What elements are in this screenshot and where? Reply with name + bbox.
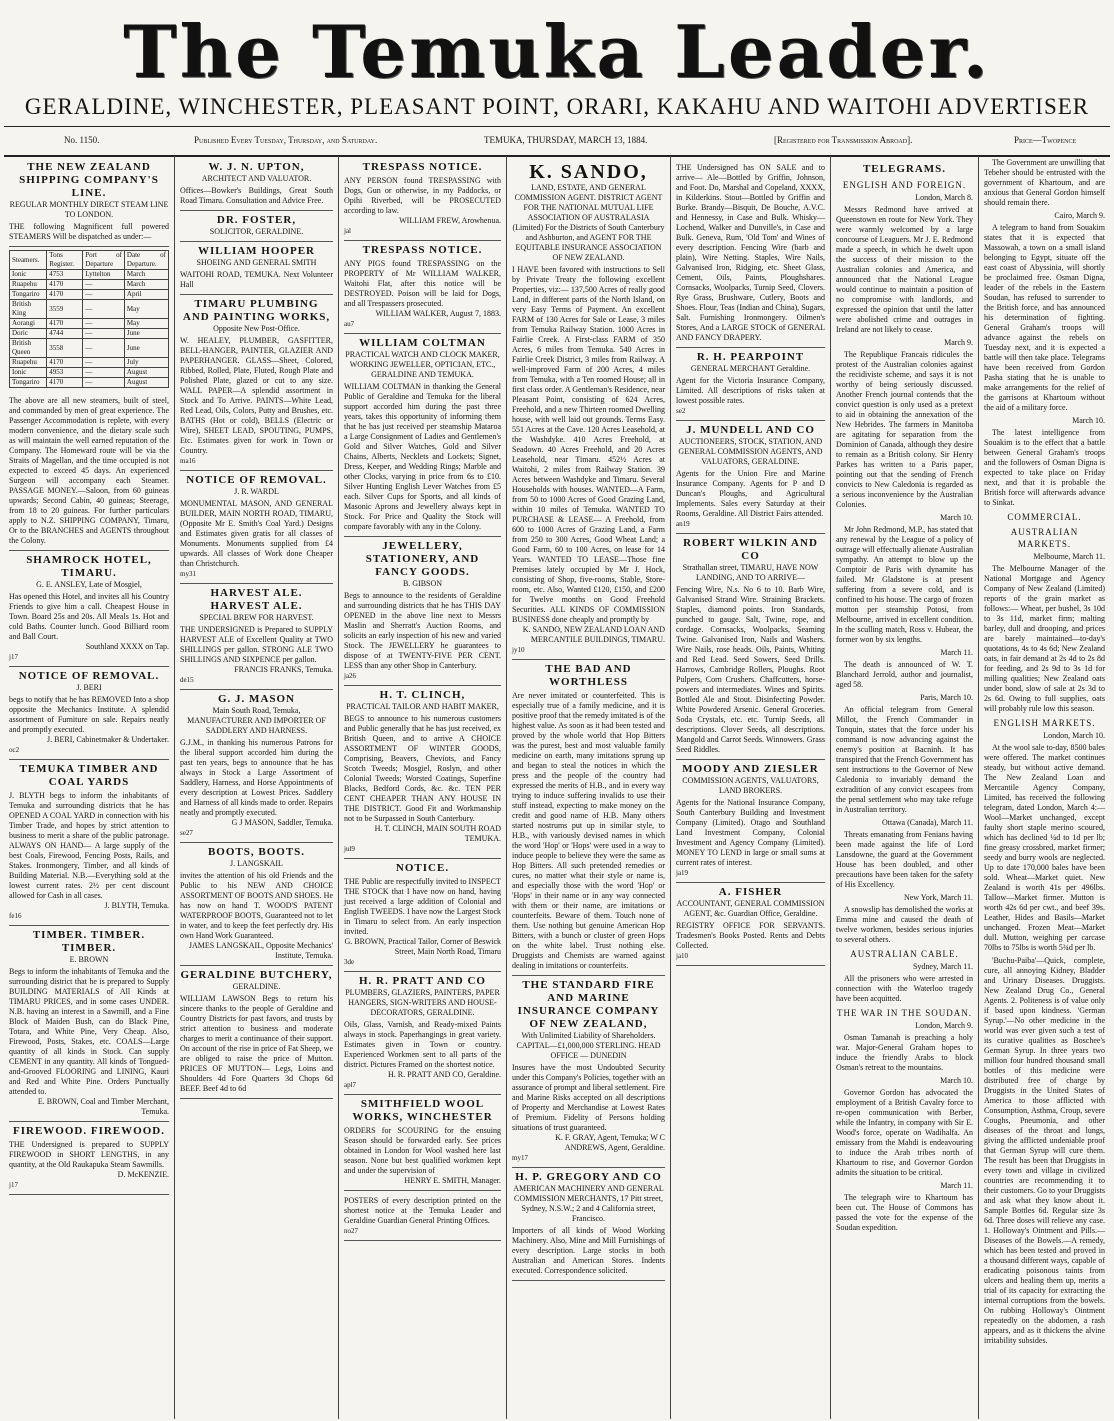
table-cell: June — [124, 329, 168, 339]
ad-heading: WILLIAM HOOPER — [198, 245, 315, 257]
ad-heading: R. H. PEARPOINT — [696, 351, 805, 363]
ad-code: ja19 — [676, 869, 689, 877]
table-row — [10, 358, 169, 368]
table-cell: May — [124, 300, 168, 319]
dateline-place: Melbourne, March 11. — [1033, 552, 1105, 561]
subsection-heading: AUSTRALIAN MARKETS. — [1010, 527, 1079, 549]
ad-code: apl7 — [344, 1081, 357, 1089]
table-cell: Tongariro — [10, 378, 47, 388]
table-row — [10, 329, 169, 339]
ad-body: WILLIAM LAWSON Begs to return his sincere thanks to the people of Geraldine and Country Districts for past favors, and trusts by strict attention to business and moderate charges to merit a continuance of their support. On account of the rise in price of Fat Sheep, we are obliged to raise the price of Mutton. PRICES OF MUTTON— Legs, Loins and Shoulders 4d Fore Quarters 3d Chops 6d BEEF. Beef 4d to 6d — [180, 994, 333, 1093]
advertisement — [180, 584, 333, 690]
ad-signature: WILLIAM WALKER, August 7, 1883. — [375, 309, 501, 318]
table-row — [10, 339, 169, 358]
ad-body: Are never imitated or counterfeited. This is especially true of a family medicine, and it is positive proof that the remedy imitated is of the highest value. As soon as it had been tested and proved by the whole world that Hop Bitters was the purest, best and most valuable family medicine on earth, many imitations sprung up and began to steal the notices in which the press and the people of the country had expressed the merits of H.B., and in every way trying to induce suffering invalids to use their stuff instead, expecting to make money on the credit and good name of H.B. Many others started nostrums put up in similar style, to H.B., with variously devised names in which the word 'Hop' or 'Hops' were used in a way to induce people to believe they were the same as Hop Bitters. All such pretended remedies or cures, no matter what their style or name is, and especially those with the word 'Hop' or 'Hops' in their name or in any way connected with them or their name, are imitations or counterfeits. Beware of them. Touch none of them. Use nothing but genuine American Hop Bitters, with a bunch or cluster of green Hops on the white label. Trust nothing else. Druggists and Chemists are warned against dealing in imitations or counterfeits. — [512, 691, 665, 970]
news-paragraph: An official telegram from General Millot, the French Commander in Tonquin, states that the force under his command is now advancing against the enemy's position at Bacninh. It has transpired that the French Government has sent instructions to the Governor of New Caledonia to invariably demand the extradition of any convict escapees from the penal settlement who may take refuge in Australian territory. — [836, 705, 973, 814]
section-heading: THE WAR IN THE SOUDAN. — [837, 1008, 972, 1018]
ad-body: Begs to announce to the residents of Geraldine and surrounding districts that he has THIS DAY OPENED in the above line next to Messrs Maslin and Sherratt's Auction Rooms, and solicits an early inspection of his new and varied Stock. The JEWELLERY he guarantees to dispose of at TWENTY-FIVE PER CENT. LESS than any other Shop in Canterbury. — [344, 591, 501, 670]
ad-body: Has opened this Hotel, and invites all his Country Friends to give him a call. Cheapest House in Town. Board 25s and 20s. All Meals 1s. Hot and cold Baths. Counter lunch. Good Billiard room and Ball Court. — [9, 592, 169, 641]
table-cell: — — [83, 280, 125, 290]
table-cell: Lyttelton — [83, 270, 125, 280]
table-cell: British King — [10, 300, 47, 319]
ad-subheading: J. BERI — [76, 683, 102, 692]
masthead — [0, 10, 1114, 94]
table-cell: March — [124, 280, 168, 290]
table-cell: — — [83, 329, 125, 339]
table-cell: — — [83, 378, 125, 388]
advertisement — [180, 843, 333, 966]
table-cell: March — [124, 270, 168, 280]
ad-subheading: J. LANGSKAIL — [230, 859, 283, 868]
ad-code: oc2 — [9, 746, 20, 754]
dateline-place: New York, March 11. — [903, 893, 973, 902]
advertisement — [344, 241, 501, 334]
ad-body: Insures have the most Undoubted Security under this Company's Policies, together with an assurance of prompt and liberal settlement. Fire and Marine Risks accepted on all descriptions of Property and Merchandise at Lowest Rates of Premium. Fidelity of Persons holding situations of trust guaranteed. — [512, 1063, 665, 1132]
table-header-row — [10, 251, 169, 270]
ad-body: WAITOHI ROAD, TEMUKA. Next Volunteer Hall — [180, 270, 333, 289]
ad-body: BEGS to announce to his numerous customers and Public generally that he has just received, ex British Queen, and to arrive A CHOICE ASSORTMENT OF WINTER GOODS, Comprising, Beavers, Cheviots, and Fancy Scotch Tweeds; Mosgiel, Roslyn, and other Colonial Tweeds; Worsted Coatings, Superfine Blacks, Bedford Cords, &c. &c. TEN PER CENT CHEAPER THAN ANY HOUSE IN THE DISTRICT. Good Fit and Workmanship not to be Surpassed in South Canterbury. — [344, 714, 501, 823]
ad-heading: THE NEW ZEALAND SHIPPING COMPANY'S LINE. — [19, 161, 159, 199]
ad-code: de15 — [180, 676, 194, 684]
advertisement — [344, 537, 501, 686]
table-cell: — — [83, 339, 125, 358]
ad-subheading: J. R. WARDL — [234, 487, 279, 496]
news-paragraph: The telegraph wire to Khartoum has been cut. The House of Commons has passed the vote for the expense of the Soudan expedition. — [836, 1193, 973, 1232]
ad-heading: H. R. PRATT AND CO — [359, 975, 486, 987]
ad-body: ANY PERSON found TRESPASSING with Dogs, Gun or otherwise, in my Paddocks, or Opihi Riverbed, will be PROSECUTED according to law. — [344, 176, 501, 215]
ad-body: THE Public are respectfully invited to INSPECT THE STOCK that I have now on hand, having just received a large addition of Colonial and English TWEEDS. I have now the Largest Stock in Timaru to select from. An early inspection invited. — [344, 877, 501, 936]
advertisement — [344, 1095, 501, 1191]
advertisement — [344, 1191, 501, 1241]
column-6 — [830, 156, 978, 1419]
news-paragraph: At the wool sale to-day, 8500 bales were offered. The market continues steady, but without active demand. The New Zealand Loan and Mercantile Agency Company, Limited, has received the following telegram, dated London, March 4:— Wool—Market unchanged, except faulty short staple merino scoured, which has declined ¼d to 1d per lb; fine greasy crossbred, market firmer; seedy and burry wools are neglected. Up to date 170,000 bales have been sold. Wheat—Market quiet. New Zealand is worth 41s per 496lbs. Tallow—Market firmer. Mutton is worth 42s 6d per cwt., and beef 39s. Leather, Hides and Basils—Market unchanged. Frozen Meat—Market dull. Mutton, weighing per carcase 70lbs to 75lbs is worth 5¾d per lb. — [984, 743, 1105, 952]
advertisement — [676, 760, 825, 883]
ad-subheading: PRACTICAL WATCH AND CLOCK MAKER, WORKING JEWELLER, OPTICIAN, ETC., GERALDINE AND TEMUKA. — [345, 350, 500, 379]
ad-heading: NOTICE OF REMOVAL. — [18, 670, 160, 682]
ad-heading: DR. FOSTER, — [216, 214, 297, 226]
ad-body: Oils, Glass, Varnish, and Ready-mixed Paints always in stock. Paperhangings in great variety. Estimates given in Town or country. Experienced Workmen sent to all parts of the district. Pictures Framed on the shortest notice. — [344, 1020, 501, 1069]
ad-signature: K. F. GRAY, Agent, Temuka; W C ANDREWS, Agent, Geraldine. — [555, 1133, 665, 1152]
ad-code: 3de — [344, 958, 355, 966]
ad-body: POSTERS of every description printed on the shortest notice at the Temuka Leader and Geraldine Guardian General Printing Offices. — [344, 1196, 501, 1225]
ad-heading: K. SANDO, — [529, 161, 648, 183]
ad-heading: THE BAD AND WORTHLESS — [545, 663, 632, 688]
ad-body: Fencing Wire, N.s. No 6 to 10. Barb Wire, Galvanised Strand Wire. Straining Brackets. Staples, diamond points. Iron Standards, punched to gauge. Salt, Twine, rope, and cordage. Cornsacks, Woolpacks, Seaming Twine. Galvanised Iron, Nails and Washers. Wire Nails, rose heads. Oils, Paints, Whiting and Red Lead. Seed Sowers, Seed Drills. Harrows, Cambridge Rollers, Ploughs. Root Pulpers, Corn Crushers. Chaffcutters, horse-powers and intermediates. Wines and Spirits. Bottled Ale and Stout. Disinfecting Powder. White Powdered Arsenic. General Groceries. Soda Crystals, etc. etc. Turnip Seeds, all descriptions. Clover Seeds, all descriptions. Mangold and Carrot Seeds. Winnowers. Grass Seed Riddles. — [676, 585, 825, 754]
ad-subheading: GENERAL MERCHANT Geraldine. — [690, 364, 811, 373]
news-paragraph: Governor Gordon has advocated the employment of a British Cavalry force to re-open communication with Berber, while the Infantry, in company with Sir E. Wood's force, operate on Wadihalfa. An emissary from the Mahdi is endeavouring to induce the Arab tribes north of Khartoum to rise, and Governor Gordon admits the situation to be critical. — [836, 1088, 973, 1177]
table-row — [10, 368, 169, 378]
publication-schedule: Published Every Tuesday, Thursday, and Saturday. — [194, 135, 378, 145]
table-cell: Ionic — [10, 368, 47, 378]
column-4 — [506, 156, 670, 1419]
table-cell: 4170 — [47, 378, 83, 388]
ad-signature: H. R. PRATT AND CO, Geraldine. — [388, 1070, 501, 1079]
ad-heading: W. J. N. UPTON, — [208, 161, 305, 173]
ad-body: THE Undersigned has ON SALE and to arrive— Ale—Bottled by Griffin, Johnson, and Foot. Do, Marshal and Copeland, XXXX, in Kilderkins. Stout—Bottled by Griffin and Burke. Brandy—Bisquit, De Bouche, A.V.C. and Hennessy, in Case and Bulk. Whisky—Lochend, Walker and Dunville's, in Case and Bulk. Geneva, Rum, 'Old Tom' and Wines of every description. Fencing Wire (barb and plain), Wire Netting. Staples, Wire Nails, Galvanised Iron, Ridging, etc. Sheet Glass, Cement, Oils, Paints, Ploughshares. Cornsacks, Woolpacks, Turnip Seed, Clovers. Rye Grass, Brushware, Cutlery, Boots and Shoes. Flour, Teas (Indian and China), Sugars, Salt. Furnishing Ironmongery. Oilmen's Stores, And a LARGE STOCK of GENERAL AND FANCY DRAPERY. — [676, 163, 825, 342]
ad-subheading: SOLICITOR, GERALDINE. — [209, 227, 304, 236]
ad-subheading: G. E. ANSLEY, Late of Mosgiel, — [36, 580, 142, 589]
ad-signature: G J MASON, Saddler, Temuka. — [231, 818, 333, 827]
advertisement — [676, 421, 825, 534]
table-cell: Ruapehu — [10, 358, 47, 368]
table-cell: August — [124, 378, 168, 388]
table-row — [10, 280, 169, 290]
ad-signature: D. McKENZIE. — [117, 1170, 169, 1179]
ad-heading: H. P. GREGORY AND CO — [515, 1171, 662, 1183]
ad-heading: FIREWOOD. FIREWOOD. — [13, 1125, 165, 1137]
advertisement — [180, 242, 333, 295]
advertisement — [9, 926, 169, 1122]
ad-code: my17 — [512, 1154, 528, 1162]
issue-number: No. 1150. — [64, 135, 100, 145]
table-cell: August — [124, 368, 168, 378]
dateline-place: March 10. — [940, 1076, 973, 1085]
news-column — [836, 162, 973, 1233]
ad-subheading: PLUMBERS, GLAZIERS, PAINTERS, PAPER HANGERS, SIGN-WRITERS AND HOUSE-DECORATORS, GERALDINE. — [345, 988, 500, 1017]
section-heading: AUSTRALIAN CABLE. — [850, 949, 959, 959]
table-cell: April — [124, 290, 168, 300]
news-paragraph: The Government are unwilling that Tebeher should be entrusted with the government of Khartoum, and are anxious that General Gordon himself should remain there. — [984, 158, 1105, 207]
news-paragraph: Threats emanating from Fenians having been made against the life of Lord Lansdowne, the guard at the Government House has been doubled, and other precautions have been taken for the safety of His Excellency. — [836, 830, 973, 889]
advertisement — [9, 551, 169, 667]
dateline-place: March 11. — [940, 1181, 973, 1190]
ad-heading: BOOTS, BOOTS. — [207, 846, 306, 858]
ad-heading: A. FISHER — [718, 886, 783, 898]
advertisement — [9, 1122, 169, 1195]
table-header: Port of Departure — [83, 251, 125, 270]
dateline-place: March 9. — [944, 338, 973, 347]
ad-signature: K. SANDO, NEW ZEALAND LOAN AND MERCANTILE BUILDINGS, TIMARU. — [522, 625, 665, 644]
ad-heading: NOTICE. — [395, 862, 450, 874]
ad-code: ja26 — [344, 672, 357, 680]
advertisement — [344, 972, 501, 1095]
ad-code: se27 — [180, 829, 193, 837]
advertisement — [344, 158, 501, 241]
table-cell: Aorangi — [10, 319, 47, 329]
dateline-place: London, March 10. — [1043, 731, 1105, 740]
table-row — [10, 319, 169, 329]
advertisement — [512, 976, 665, 1168]
ad-signature: JAMES LANGSKAIL, Opposite Mechanics' Institute, Temuka. — [188, 941, 333, 960]
column-2 — [174, 156, 338, 1419]
ad-heading: HARVEST ALE. HARVEST ALE. — [210, 587, 303, 612]
advertisement — [512, 1168, 665, 1281]
ad-signature: Southland XXXX on Tap. — [85, 642, 169, 651]
ad-heading: NOTICE OF REMOVAL. — [186, 474, 327, 486]
ad-body: THE following Magnificent full powered STEAMERS Will be dispatched as under:— — [9, 222, 169, 241]
advertisement — [9, 760, 169, 926]
ad-code: au7 — [344, 320, 355, 328]
ad-subheading: E. BROWN — [69, 955, 109, 964]
ad-body: I HAVE been favored with instructions to Sell by Private Treaty the following excellent Properties, viz:— 137,500 Acres of really good Land, in different parts of the North Island, on very Easy Terms of Payment. An excellent FARM of 130 Acres for Sale or Lease, 3 miles from Temuka Railway Station. 1000 Acres in Fairlie Creek. A First-class FARM of 350 Acres, 6 miles from Temuka. 540 Acres in Fairlie Creek District, 3 miles from Railway. A well-improved Farm of 200 Acres, 4 miles from Temuka, with a Ten roomed House; all in first class order. A Gentleman's Residence, near Pleasant Point, consisting of 624 Acres, Freehold, and a new Thirteen roomed Dwelling house, with well laid out grounds. Terms Easy. 551 Acres at the Cave. 120 Acres Leasehold, at the Washdyke. 410 Acres Freehold, at Seadown. 40 Acres Freehold, and 20 Acres Leasehold, near Timaru. 452½ Acres at Waitohi, 2 miles from Railway Station. 39 Acres between Washdyke and Timaru. Several Households with houses. WANTED—A Farm, from 50 to 1000 Acres of Good Grazing Land, within 10 miles of Temuka. WANTED TO PURCHASE & LEASE— A Freehold, from 600 to 1000 Acres of Grazing Land, a Farm from 250 to 300 Acres, Good Wheat Land; a Good Farm, 60 to 100 Acres, on lease for 14 Years. WANTED TO LEASE—Those fine Premises lately occupied by Mr J. Hock, consisting of Shop, five-rooms, Stable, Store-room, etc. Also, Wanted £120, £150, and £200 for Twelve months on Good Freehold Securities. ALL KINDS OF COMMISSION BUSINESS done cheaply and promptly by — [512, 265, 665, 624]
ad-subheading: Opposite New Post-Office. — [213, 324, 300, 333]
ad-code: j17 — [9, 1181, 18, 1189]
ad-signature: G. BROWN, Practical Tailor, Corner of Beswick Street, Main North Road, Timaru — [344, 937, 501, 956]
news-paragraph: 'Buchu-Paiba'—Quick, complete, cure, all annoying Kidney, Bladder and Urinary Diseases. Druggists. New Zealand Drug Co., General Agents. 2. Politeness is of value only if based upon kindness. 'German Syrup.'—No other medicine in the world was ever given such a test of its curative qualities as Boschee's German Syrup. In three years two million four hundred thousand small bottles of this medicine were distributed free of charge by Druggists in the United States of America to those afflicted with Consumption, Asthma, Croup, severe Coughs, Pneumonia, and other diseases of the throat and lungs, giving the afflicted undeniable proof that German Syrup will cure them. The result has been that Druggists in every town and village in civilized countries are recommending it to their customers. Go to your Druggists and ask what they know about it. Sample Bottles 6d. Regular size 3s 6d. Three doses will relieve any case. 1. Holloway's Ointment and Pills.—Diseases of the Bowels.—A remedy, which has been tested and proved in a thousand different ways, capable of eradicating poisonous taints from ulcers and healing them up, merits a trial of its capacity for extracting the internal corruptions from the bowels. On rubbing Holloway's Ointment repeatedly on the abdomen, a rash appears, and as it thickens the alvine irritability subsides. — [984, 956, 1105, 1345]
news-paragraph: The Melbourne Manager of the National Mortgage and Agency Company of New Zealand (Limited) reports of the grain market as follows:— Wheat, per bushel, 3s 10d to 3s 11d, market firm; malting barley, dull and drooping, and prices are barely maintained—to-day's quotations, 4s to 4s 6d; New Zealand oats, in fair demand at 2s 4d to 2s 8d for feeding, and 2s 9d to 3s 1d for milling qualities; New Zealand oats under bond, slow of sale at 2s 3d to 2s 6d. Owing to full supplies, oats will probably rule low this season. — [984, 564, 1105, 713]
table-cell: June — [124, 339, 168, 358]
ad-code: ja10 — [676, 952, 689, 960]
table-cell: 4953 — [47, 368, 83, 378]
ad-body: The above are all new steamers, built of steel, and commanded by men of great experience. The Passenger Accommodation is replete, with every modern convenience, and the dietary scale such as will maintain the well earned reputation of the Company. The Homeward route will be via the Straits of Magellan, and the time occupied is not expected to exceed 45 days. An experienced Surgeon will accompany each Steamer. PASSAGE MONEY.—Saloon, from 60 guineas upwards; Second Cabin, 40 guineas; Steerage, from 18 to 20 guineas. For further particulars apply to N.Z. SHIPPING COMPANY, Timaru, Or to the BRANCHES and AGENTS throughout the Colony. — [9, 396, 169, 545]
advertisement — [676, 883, 825, 966]
table-cell: July — [124, 358, 168, 368]
table-cell: — — [83, 290, 125, 300]
ad-subheading: SPECIAL BREW FOR HARVEST. — [199, 613, 314, 622]
advertisement — [180, 211, 333, 242]
column-5 — [670, 156, 830, 1419]
ad-heading: SMITHFIELD WOOL WORKS, WINCHESTER — [352, 1098, 493, 1123]
table-cell: Doric — [10, 329, 47, 339]
news-paragraph: A telegram to hand from Souakim states that it is expected that Massowah, a town on a small island belonging to Egypt, situate off the east coast of Abyssinia, will shortly be proclaimed free. Osman Digna, leader of the rebels in the Eastern Soudan, has refused to surrender to the British force, and has announced his determination of fighting. General Graham's troops will advance against the rebels on Tuesday next, and it is expected a battle will then take place. Telegrams have been received from Gordon Pasha stating that he is unable to make arrangements for the relief of the garrisons at Khartoum without the aid of a military force. — [984, 223, 1105, 412]
advertisement — [676, 534, 825, 760]
ad-body: Begs to inform the inhabitants of Temuka and the surrounding district that he is prepared to Supply BUILDING MATERIALS of All Kinds at TIMARU PRICES, and in some cases UNDER. N.B. having an interest in a Sawmill, and a Fine Block of Maiden Bush, can do Black Pine, Totara, and White Pine, Very Cheap. Also, Firewood, Posts, Stakes, etc. COALS—Large quantity of all kinds in Stock. Can supply CEMENT in any quantity. All kinds of Tongued-and-Grooved FLOORING and LINING, Kauri and Red and White Pine. Orders Punctually attended to. — [9, 967, 169, 1096]
ad-body: Agents for the Union Fire and Marine Insurance Company. Agents for P and D Duncan's Ploughs, and Agricultural Implements. Sales every Saturday at their Rooms, Geraldine. All District Fairs attended. — [676, 469, 825, 518]
ad-heading: THE STANDARD FIRE AND MARINE INSURANCE COMPANY OF NEW ZEALAND, — [517, 979, 660, 1030]
advertisement — [180, 966, 333, 1099]
ad-subheading: LAND, ESTATE, AND GENERAL COMMISSION AGENT. DISTRICT AGENT FOR THE NATIONAL MUTUAL LIFE ASSOCIATION OF AUSTRALASIA (Limited) For the Districts of South Canterbury and Ashburton, and AGENT FOR THE EQUITABLE INSURANCE ASSOCIATION OF NEW ZEALAND. — [512, 183, 665, 262]
ad-body: Importers of all kinds of Wood Working Machinery. Also, Mine and Mill Furnishings of every description. Large stocks in both Australian and American Stores. Indents executed. Correspondence solicited. — [512, 1226, 665, 1275]
ad-body: WILLIAM COLTMAN in thanking the General Public of Geraldine and Temuka for the liberal support accorded him during the past three years, takes this opportunity of informing them that he has just received per steamship Mataroa a Large Consignment of Ladies and Gentlemen's Gold and Silver Watches, Gold and Silver Chains, Alberts, Necklets and Lockets; Signet, Dress, Keeper, and Wedding Rings; Marble and other Clocks, varying in price from 6s to £10. Silver Hunting English Lever Watches from £5 each. Silver Cups for Sports, and all kinds of Masonic Aprons and Jewellery always kept in Stock. For Price and Quality the Stock will compare favorably with any in the Colony. — [344, 382, 501, 531]
ad-heading: GERALDINE BUTCHERY, — [180, 969, 333, 981]
ad-signature: H. T. CLINCH, MAIN SOUTH ROAD TEMUKA. — [374, 824, 501, 843]
ad-heading: JEWELLERY, STATIONERY, AND FANCY GOODS. — [365, 540, 480, 578]
ad-code: an19 — [676, 520, 690, 528]
advertisement — [180, 295, 333, 471]
dateline-place: Paris, March 10. — [920, 693, 973, 702]
dateline-place: March 11. — [940, 648, 973, 657]
ad-subheading: SHOEING AND GENERAL SMITH — [196, 258, 317, 267]
columns — [4, 156, 1110, 1419]
ad-heading: H. T. CLINCH, — [379, 689, 466, 701]
ad-signature: HENRY E. SMITH, Manager. — [404, 1176, 501, 1185]
news-paragraph: Mr John Redmond, M.P., has stated that any renewal by the League of a policy of outrage will effectually alienate Australian sympathy. An attempt to blow up the Comptoir de Paris with dynamite has failed. Mr Gladstone is at present suffering from a severe cold, and is confined to his house. The cargo of frozen mutton per steamship Potosi, from Melbourne, arrived in excellent condition. In the sculling match, Ross v. Hubear, the former won by six lengths. — [836, 525, 973, 644]
ad-code: fe16 — [9, 912, 22, 920]
news-paragraph: Messrs Redmond have arrived at Queenstown en route for New York. They were warmly welcomed by a large concourse of Leaguers. Mr J. E. Redmond made a speech, in which he dwelt upon the success of their mission to the Australian colonies and America, and announced that the National League would continue to maintain a position of no compromise with landlords, and expressed the opinion that until the latter were abolished crime and outrages in Ireland are not likely to cease. — [836, 205, 973, 334]
table-cell: 4170 — [47, 358, 83, 368]
dateline-place: London, March 9. — [915, 1021, 973, 1030]
ad-code: no27 — [344, 1227, 358, 1235]
ad-subheading: Main South Road, Temuka, MANUFACTURER AND IMPORTER OF SADDLERY AND HARNESS. — [187, 706, 326, 735]
ad-heading: TEMUKA TIMBER AND COAL YARDS — [19, 763, 159, 788]
dateline-place: March 10. — [1072, 416, 1105, 425]
news-column — [984, 158, 1105, 1346]
table-row — [10, 378, 169, 388]
table-cell: Tongariro — [10, 290, 47, 300]
ad-body: ANY PIGS found TRESPASSING on the PROPERTY of Mr WILLIAM WALKER, Waitohi Flat, after this notice will be DESTROYED. Poison will be laid for Dogs, and all Trespassers prosecuted. — [344, 259, 501, 308]
ad-body: begs to notify that he has REMOVED Into a shop opposite the Mechanics Institute. A splendid assortment of Furniture on sale. Repairs neatly and promptly executed. — [9, 695, 169, 734]
table-cell: — — [83, 358, 125, 368]
table-cell: Ionic — [10, 270, 47, 280]
registration-note: [Registered for Transmission Abroad]. — [774, 135, 913, 145]
news-paragraph: All the prisoners who were arrested in connection with the Waterloo tragedy have been acquitted. — [836, 974, 973, 1003]
ad-body: J. BLYTH begs to inform the inhabitants of Temuka and surrounding districts that he has OPENED A COAL YARD in connection with his Timber Trade, and hopes by strict attention to business to merit a share of the public patronage. ALWAYS ON HAND— A large supply of the best Coals, Firewood, Fencing Posts, Rails, and Stakes. Ironmongery, Timber, and all kinds of Building Material. N.B.—Everything sold at the lowest current rates. 2½ per cent discount allowed for Cash in all cases. — [9, 791, 169, 900]
table-header: Tons Register. — [47, 251, 83, 270]
ad-code: jal — [344, 227, 351, 235]
ad-heading: SHAMROCK HOTEL, TIMARU. — [26, 554, 152, 579]
ad-signature: J. BLYTH, Temuka. — [104, 901, 169, 910]
table-row — [10, 270, 169, 280]
ad-code: se2 — [676, 407, 686, 415]
advertisement — [344, 859, 501, 972]
table-header: Steamers. — [10, 251, 47, 270]
advertisement — [344, 686, 501, 859]
table-row — [10, 300, 169, 319]
ad-heading: TIMBER. TIMBER. TIMBER. — [32, 929, 146, 954]
advertisement — [180, 471, 333, 584]
dateline — [4, 126, 1110, 157]
advertisement — [512, 158, 665, 660]
ad-subheading: AUCTIONEERS, STOCK, STATION, AND GENERAL COMMISSION AGENTS, AND VALUATORS, GERALDINE. — [678, 437, 823, 466]
ad-heading: TIMARU PLUMBING AND PAINTING WORKS, — [182, 298, 331, 323]
ad-heading: TRESPASS NOTICE. — [362, 244, 483, 256]
advertisement — [180, 158, 333, 211]
ad-heading: J. MUNDELL AND CO — [686, 424, 815, 436]
ad-body: invites the attention of his old Friends and the Public to his NEW AND CHOICE ASSORTMENT OF BOOTS AND SHOES. He has now on hand T. WOOD'S PATENT WATERPROOF BOOTS, Guaranteed not to let in water, and to keep the feet perfectly dry. His own Hand Work Guaranteed. — [180, 871, 333, 940]
table-cell: British Queen — [10, 339, 47, 358]
ad-body: G.J.M., in thanking his numerous Patrons for the liberal support accorded him during the past ten years, begs to announce that he has always in Stock a Large Assortment of Saddlery, Harness, and Horse Appointments of every description at Lowest Prices. Saddlery and Harness of all kinds made to order. Repairs neatly and promptly executed. — [180, 738, 333, 817]
table-cell: — — [83, 368, 125, 378]
news-paragraph: A snowslip has demolished the works at Emma mine and caused the death of twelve workmen, besides serious injuries to several others. — [836, 905, 973, 944]
table-cell: 4744 — [47, 329, 83, 339]
column-7 — [978, 156, 1110, 1419]
ad-body: THE Undersigned is prepared to SUPPLY FIREWOOD in SHORT LENGTHS, in any quantity, at the Old Raukapuka Steam Sawmills. — [9, 1140, 169, 1169]
telegrams-title: TELEGRAMS. — [862, 163, 947, 175]
ad-subheading: PRACTICAL TAILOR AND HABIT MAKER, — [346, 702, 499, 711]
advertisement — [9, 158, 169, 247]
ad-code: jy10 — [512, 646, 525, 654]
ad-subheading: AMERICAN MACHINERY AND GENERAL COMMISSION MERCHANTS, 17 Pitt street, Sydney, N.S.W.; 2 and 4 California street, Francisco. — [513, 1184, 664, 1223]
table-cell: May — [124, 319, 168, 329]
masthead-title: The Temuka Leader. — [123, 9, 991, 94]
ad-code: j17 — [9, 653, 18, 661]
table-cell: 4170 — [47, 280, 83, 290]
table-cell: — — [83, 300, 125, 319]
ad-body: REGISTRY OFFICE FOR SERVANTS. Tradesmen's Books Posted. Rents and Debts Collected. — [676, 921, 825, 950]
ad-body: ORDERS for SCOURING for the ensuing Season should be forwarded early. See prices obtained in London for Wool washed here last season. None but best qualified workmen kept and under the supervision of — [344, 1126, 501, 1175]
advertisement — [9, 391, 169, 551]
ad-heading: MOODY AND ZIESLER — [682, 763, 819, 775]
price: Price—Twopence — [1014, 135, 1077, 145]
news-paragraph: Osman Tamanah is preaching a holy war. Major-General Graham hopes to induce the friendly Arabs to block Osman's retreat to the mountains. — [836, 1033, 973, 1072]
dateline-place: London, March 8. — [915, 193, 973, 202]
table-cell: Ruapehu — [10, 280, 47, 290]
ad-signature: FRANCIS FRANKS, Temuka. — [234, 665, 333, 674]
ad-heading: TRESPASS NOTICE. — [362, 161, 483, 173]
table-cell: — — [83, 319, 125, 329]
table-cell: 4753 — [47, 270, 83, 280]
section-heading: ENGLISH AND FOREIGN. — [842, 180, 967, 190]
section-heading: COMMERCIAL. — [1007, 512, 1082, 522]
table-cell: 3559 — [47, 300, 83, 319]
news-paragraph: The latest intelligence from Souakim is to the effect that a battle between General Graham's troops and the followers of Osman Digna is expected to take place on Friday next, and that it is probable the British force will afterwards advance to Sinkat. — [984, 428, 1105, 507]
ad-body: Agents for the National Insurance Company, South Canterbury Building and Investment Company (Limited). Otago and Southland Land Investment Company, Colonial Investment and Agency Company (Limited). MONEY TO LEND in large or small sums at current rates of interest. — [676, 798, 825, 867]
table-cell: 3558 — [47, 339, 83, 358]
ad-subheading: COMMISSION AGENTS, VALUATORS, LAND BROKERS. — [682, 776, 819, 795]
table-header: Date of Departure. — [124, 251, 168, 270]
ad-code: my31 — [180, 570, 196, 578]
ad-subheading: ACCOUNTANT, GENERAL COMMISSION AGENT, &c. Guardian Office, Geraldine. — [676, 899, 825, 918]
ship-schedule-table — [9, 250, 169, 388]
ad-subheading: GERALDINE. — [232, 982, 281, 991]
advertisement — [676, 348, 825, 421]
column-3 — [338, 156, 506, 1419]
ad-code: ma16 — [180, 457, 196, 465]
ad-heading: WILLIAM COLTMAN — [359, 337, 486, 349]
ad-heading: ROBERT WILKIN AND CO — [683, 537, 818, 562]
table-cell: 4170 — [47, 319, 83, 329]
news-paragraph: The Republique Francais ridicules the protest of the Australian colonies against the recidiviste scheme, and says it is not worthy of being seriously discussed. Another French journal contends that the convict question is only used as a pretext to aid in obtaining the annexation of the New Hebrides. The farmers in Manitoba are agitating for separation from the Dominion of Canada, although they desire to remain as a British colony. Sir Henry Parkes has written to a Paris paper, pointing out that the sending of French convicts to New Caledonia is regarded as a serious inconvenience by the Australian Colonies. — [836, 350, 973, 509]
column-1 — [4, 156, 174, 1419]
table-cell: 4170 — [47, 290, 83, 300]
ad-signature: J. BERI, Cabinetmaker & Undertaker. — [47, 735, 169, 744]
ad-body: W. HEALEY, PLUMBER, GASFITTER, BELL-HANGER, PAINTER, GLAZIER AND PAPERHANGER. GLASS—Sheet, Colored, Ribbed, Rolled, Plate, Fluted, Rough Plate and Polished Plate, glazed or cut to any size. WALL PAPER—A splendid assortment in Stock and To Arrive. PAINTS—White Lead, Red Lead, Oils, Colors, Putty and Brushes, etc. BATHS (Hot or cold), BELLS (Electric or Wire), SHEET LEAD, SPOUTING, PUMPS, Etc. Estimates given for work in Town or Country. — [180, 336, 333, 455]
ad-subheading: B. GIBSON — [402, 579, 443, 588]
advertisement — [180, 690, 333, 843]
ad-code: jul9 — [344, 845, 355, 853]
advertisement — [676, 158, 825, 348]
dateline-place: Sydney, March 11. — [912, 962, 973, 971]
dateline-place: March 10. — [940, 513, 973, 522]
dateline-place: Ottawa (Canada), March 11. — [882, 818, 973, 827]
advertisement — [344, 334, 501, 537]
ad-signature: E. BROWN, Coal and Timber Merchant, Temuka. — [37, 1097, 169, 1116]
ad-body: MONUMENTAL MASON, AND GENERAL BUILDER, MAIN NORTH ROAD, TIMARU, (Opposite Mr E. Smith's Coal Yard.) Designs and Estimates given gratis for all classes of Monuments. Monuments supplied from £4 upwards. All classes of Work done Cheaper than Christchurch. — [180, 499, 333, 568]
ad-heading: G. J. MASON — [218, 693, 295, 705]
advertisement — [9, 667, 169, 760]
ad-subheading: Strathallan street, TIMARU, HAVE NOW LANDING, AND TO ARRIVE— — [682, 563, 819, 582]
news-paragraph: The death is announced of W. T. Blanchard Jerrold, author and journalist, aged 58. — [836, 660, 973, 689]
ad-body: THE UNDERSIGNED is Prepared to SUPPLY HARVEST ALE of Excellent Quality at TWO SHILLINGS per gallon. STRONG ALE TWO SHILLINGS AND SIXPENCE per gallon. — [180, 625, 333, 664]
ad-subheading: REGULAR MONTHLY DIRECT STEAM LINE TO LONDON. — [9, 200, 169, 219]
dateline-place: Cairo, March 9. — [1054, 211, 1105, 220]
ad-signature: WILLIAM FREW, Arowhenua. — [399, 216, 501, 225]
masthead-subtitle: GERALDINE, WINCHESTER, PLEASANT POINT, ORARI, KAKAHU AND WAITOHI ADVERTISER — [24, 94, 1090, 119]
ad-body: Offices—Bowker's Buildings, Great South Road Timaru. Consultation and Advice Free. — [180, 186, 333, 205]
ad-subheading: With Unlimited Liability of Shareholders. CAPITAL—£1,000,000 STERLING. HEAD OFFICE — DUNEDIN — [516, 1031, 661, 1060]
issue-date: TEMUKA, THURSDAY, MARCH 13, 1884. — [484, 135, 648, 145]
ad-subheading: ARCHITECT AND VALUATOR. — [201, 174, 312, 183]
table-row — [10, 290, 169, 300]
ad-body: Agent for the Victoria Insurance Company, Limited. All descriptions of risks taken at lowest possible rates. — [676, 376, 825, 405]
advertisement — [512, 660, 665, 976]
subsection-heading: ENGLISH MARKETS. — [993, 718, 1096, 728]
